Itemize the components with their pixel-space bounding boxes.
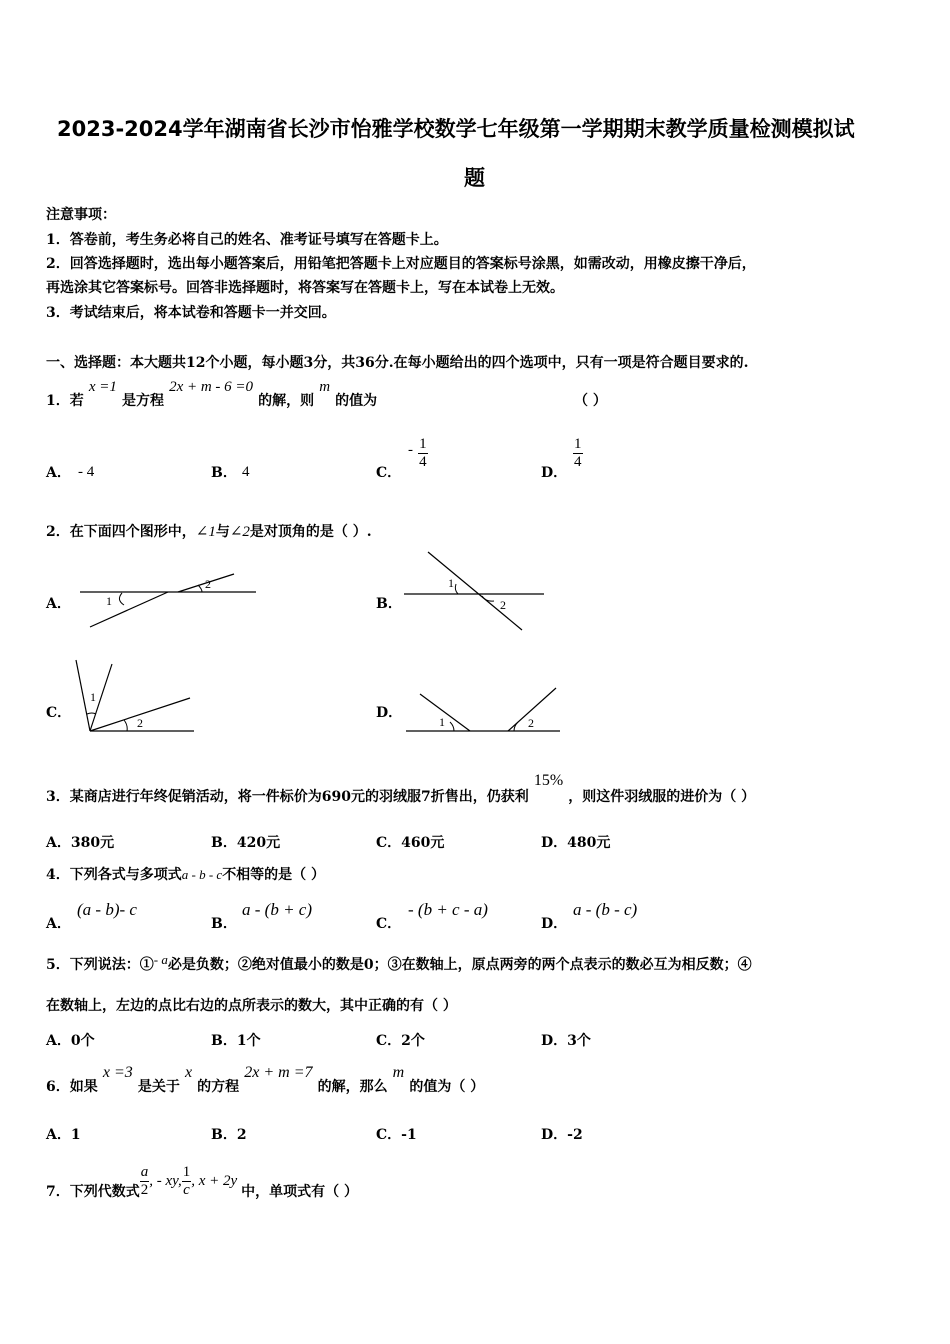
fig-b-label-1: 1 — [448, 576, 454, 590]
fig-b-label-2: 2 — [500, 598, 506, 612]
fig-a-arc-2 — [198, 585, 202, 592]
q3-prefix: 3．某商店进行年终促销活动，将一件标价为690元的羽绒服7折售出，仍获利 — [46, 789, 529, 805]
option-label: D． — [541, 835, 568, 851]
q1-option-c-fraction — [418, 436, 428, 471]
q2-option-c-label: C． — [46, 705, 72, 721]
fig-a-arc-1 — [119, 593, 124, 605]
option-text: 1个 — [236, 1033, 261, 1049]
q3-suffix: ，则这件羽绒服的进价为（ ） — [568, 789, 756, 805]
q2-angle-2: ∠2 — [229, 524, 250, 540]
option-label: D． — [541, 1033, 568, 1049]
option-label: A． — [46, 835, 71, 851]
q4-option-d-label: D． — [541, 916, 568, 932]
q6-option-a — [46, 1124, 81, 1144]
option-text: 3个 — [567, 1033, 591, 1049]
option-text: 0个 — [70, 1033, 95, 1049]
option-text: -2 — [567, 1127, 583, 1143]
fig-b-arc-1 — [455, 584, 458, 594]
q1-option-b-value: 4 — [242, 464, 250, 480]
page-title-continued: 题 — [464, 166, 485, 190]
option-label: C． — [376, 1033, 402, 1049]
notice-item: 再选涂其它答案标号。回答非选择题时，将答案写在答题卡上，写在本试卷上无效。 — [46, 280, 564, 296]
question-1-stem — [46, 378, 377, 408]
option-text: 2个 — [401, 1033, 425, 1049]
option-label: C． — [376, 1127, 402, 1143]
option-text: 420元 — [236, 835, 281, 851]
q6-expr-x: x =3 — [102, 1064, 133, 1081]
q2-prefix: 2．在下面四个图形中， — [46, 524, 196, 540]
q1-prefix: 1．若 — [46, 393, 84, 409]
notice-item: 3．考试结束后，将本试卷和答题卡一并交回。 — [46, 305, 336, 321]
q1-option-a-label: A． — [46, 465, 71, 481]
fig-c-label-1: 1 — [90, 690, 96, 704]
q4-prefix: 4．下列各式与多项式 — [46, 867, 182, 883]
fraction-denominator: 2 — [140, 1181, 149, 1198]
q1-option-c-sign: - — [408, 442, 413, 458]
q6-mid2: 的方程 — [197, 1079, 240, 1095]
fraction-numerator: 1 — [574, 436, 582, 452]
q1-var-m: m — [319, 379, 331, 395]
fraction-numerator: 1 — [182, 1163, 191, 1180]
question-2-stem — [46, 521, 372, 541]
q7-suffix: 中，单项式有（ ） — [241, 1184, 359, 1200]
question-4-stem — [46, 864, 325, 884]
option-label: A． — [46, 1127, 71, 1143]
option-text: 1 — [70, 1127, 81, 1143]
question-3-stem — [46, 770, 755, 806]
q4-option-b-label: B． — [211, 916, 237, 932]
q6-var-m: m — [392, 1064, 405, 1081]
fig-b-line-diagonal — [428, 552, 522, 630]
q6-option-c — [376, 1124, 417, 1144]
q2-suffix: 是对顶角的是（ ）. — [249, 524, 372, 540]
fig-d-label-1: 1 — [439, 715, 445, 729]
fig-d-label-2: 2 — [528, 716, 534, 730]
option-label: B． — [211, 1127, 237, 1143]
q3-option-a — [46, 832, 114, 852]
q6-mid3: 的解，那么 — [317, 1079, 388, 1095]
q6-var-x: x — [184, 1064, 193, 1081]
q1-option-c-label: C． — [376, 465, 402, 481]
fig-c-arc-1 — [87, 713, 96, 714]
q6-option-d — [541, 1124, 583, 1144]
q1-answer-paren: （ ） — [574, 393, 607, 409]
fig-d-line-left — [420, 694, 470, 731]
page-title: 2023-2024学年湖南省长沙市怡雅学校数学七年级第一学期期末教学质量检测模拟试 — [57, 117, 855, 141]
q2-option-a-label: A． — [46, 596, 71, 612]
q1-mid: 是方程 — [121, 393, 164, 409]
q7-fraction-a-over-2 — [140, 1164, 150, 1199]
q1-option-d-label: D． — [541, 465, 568, 481]
q1-equation: 2x + m - 6 =0 — [169, 379, 254, 395]
q3-percent: 15% — [533, 772, 564, 789]
q3-option-c — [376, 832, 444, 852]
q2-figure-a — [78, 570, 260, 632]
section-heading: 一、选择题：本大题共12个小题，每小题3分，共36分.在每小题给出的四个选项中，只有一项是符合题目要求的. — [46, 355, 749, 371]
q7-fraction-1-over-c — [182, 1164, 192, 1199]
option-text: 2 — [236, 1127, 247, 1143]
q1-suffix: 的解，则 — [258, 393, 315, 409]
q6-mid1: 是关于 — [137, 1079, 180, 1095]
q3-option-b — [211, 832, 280, 852]
notice-item: 1．答卷前，考生务必将自己的姓名、准考证号填写在答题卡上。 — [46, 232, 448, 248]
fraction-numerator: a — [140, 1163, 149, 1180]
q5-neg-a: - a — [153, 952, 168, 967]
q7-expr-xy: , - xy, — [149, 1172, 182, 1189]
q1-option-b-label: B． — [211, 465, 237, 481]
q5-prefix: 5．下列说法：① — [46, 957, 154, 973]
option-text: 380元 — [70, 835, 115, 851]
q2-option-b-label: B． — [376, 596, 402, 612]
q1-option-a-value: - 4 — [78, 464, 95, 480]
fig-a-label-1: 1 — [106, 594, 112, 608]
option-text: 460元 — [401, 835, 445, 851]
fig-a-line-left — [90, 592, 168, 627]
q6-option-b — [211, 1124, 247, 1144]
q4-option-c-label: C． — [376, 916, 402, 932]
option-label: B． — [211, 835, 237, 851]
q5-option-c — [376, 1030, 425, 1050]
q1-option-d-value — [573, 436, 583, 471]
q1-expr-x: x =1 — [88, 379, 117, 395]
option-label: D． — [541, 1127, 568, 1143]
fig-a-label-2: 2 — [205, 577, 211, 591]
q4-option-b-expr: a - (b + c) — [242, 900, 313, 919]
q2-figure-c — [70, 656, 198, 736]
notice-heading: 注意事项： — [46, 207, 116, 223]
q1-suffix2: 的值为 — [335, 393, 378, 409]
q4-polynomial: a - b - c — [181, 867, 223, 882]
question-7-stem — [46, 1156, 358, 1206]
fig-c-label-2: 2 — [137, 716, 143, 730]
fig-c-line-left — [76, 660, 90, 731]
q5-option-b — [211, 1030, 261, 1050]
q3-option-d — [541, 832, 610, 852]
q5-option-d — [541, 1030, 591, 1050]
q1-option-d-fraction — [573, 436, 583, 471]
fig-c-arc-2 — [124, 720, 127, 731]
fraction-denominator: 4 — [574, 454, 582, 470]
notice-item: 2．回答选择题时，选出每小题答案后，用铅笔把答题卡上对应题目的答案标号涂黑，如需改动，用橡皮擦干净后， — [46, 256, 756, 272]
option-label: C． — [376, 835, 402, 851]
fig-b-arc-2 — [482, 596, 494, 601]
q5-option-a — [46, 1030, 95, 1050]
q7-prefix: 7．下列代数式 — [46, 1184, 140, 1200]
q4-option-c-expr: - (b + c - a) — [408, 900, 488, 919]
q2-option-d-label: D． — [376, 705, 403, 721]
q2-figure-b — [402, 550, 548, 634]
q5-suffix: 必是负数；②绝对值最小的数是0；③在数轴上，原点两旁的两个点表示的数必互为相反数；④ — [167, 957, 752, 973]
fraction-denominator: 4 — [419, 454, 427, 470]
fraction-numerator: 1 — [419, 436, 427, 452]
q6-suffix: 的值为（ ） — [409, 1079, 485, 1095]
q4-option-a-label: A． — [46, 916, 71, 932]
option-label: B． — [211, 1033, 237, 1049]
q2-angle-1: ∠1 — [195, 524, 216, 540]
q4-suffix: 不相等的是（ ） — [222, 867, 326, 883]
q2-mid: 与 — [215, 524, 230, 540]
q4-option-a-expr: (a - b)- c — [77, 900, 137, 919]
q4-option-d-expr: a - (b - c) — [573, 900, 638, 919]
option-label: A． — [46, 1033, 71, 1049]
q6-equation: 2x + m =7 — [244, 1064, 313, 1081]
question-5-line-2: 在数轴上，左边的点比右边的点所表示的数大，其中正确的有（ ） — [46, 998, 457, 1014]
option-text: 480元 — [567, 835, 611, 851]
fraction-denominator: c — [183, 1181, 190, 1198]
q2-figure-d — [404, 684, 564, 736]
question-6-stem — [46, 1062, 484, 1096]
question-5-line-1 — [46, 954, 752, 974]
q7-expr-x-plus-2y: , x + 2y — [191, 1172, 238, 1189]
option-text: -1 — [401, 1127, 417, 1143]
q6-prefix: 6．如果 — [46, 1079, 98, 1095]
fig-d-arc-1 — [450, 722, 454, 731]
q1-option-c-value — [408, 436, 428, 471]
